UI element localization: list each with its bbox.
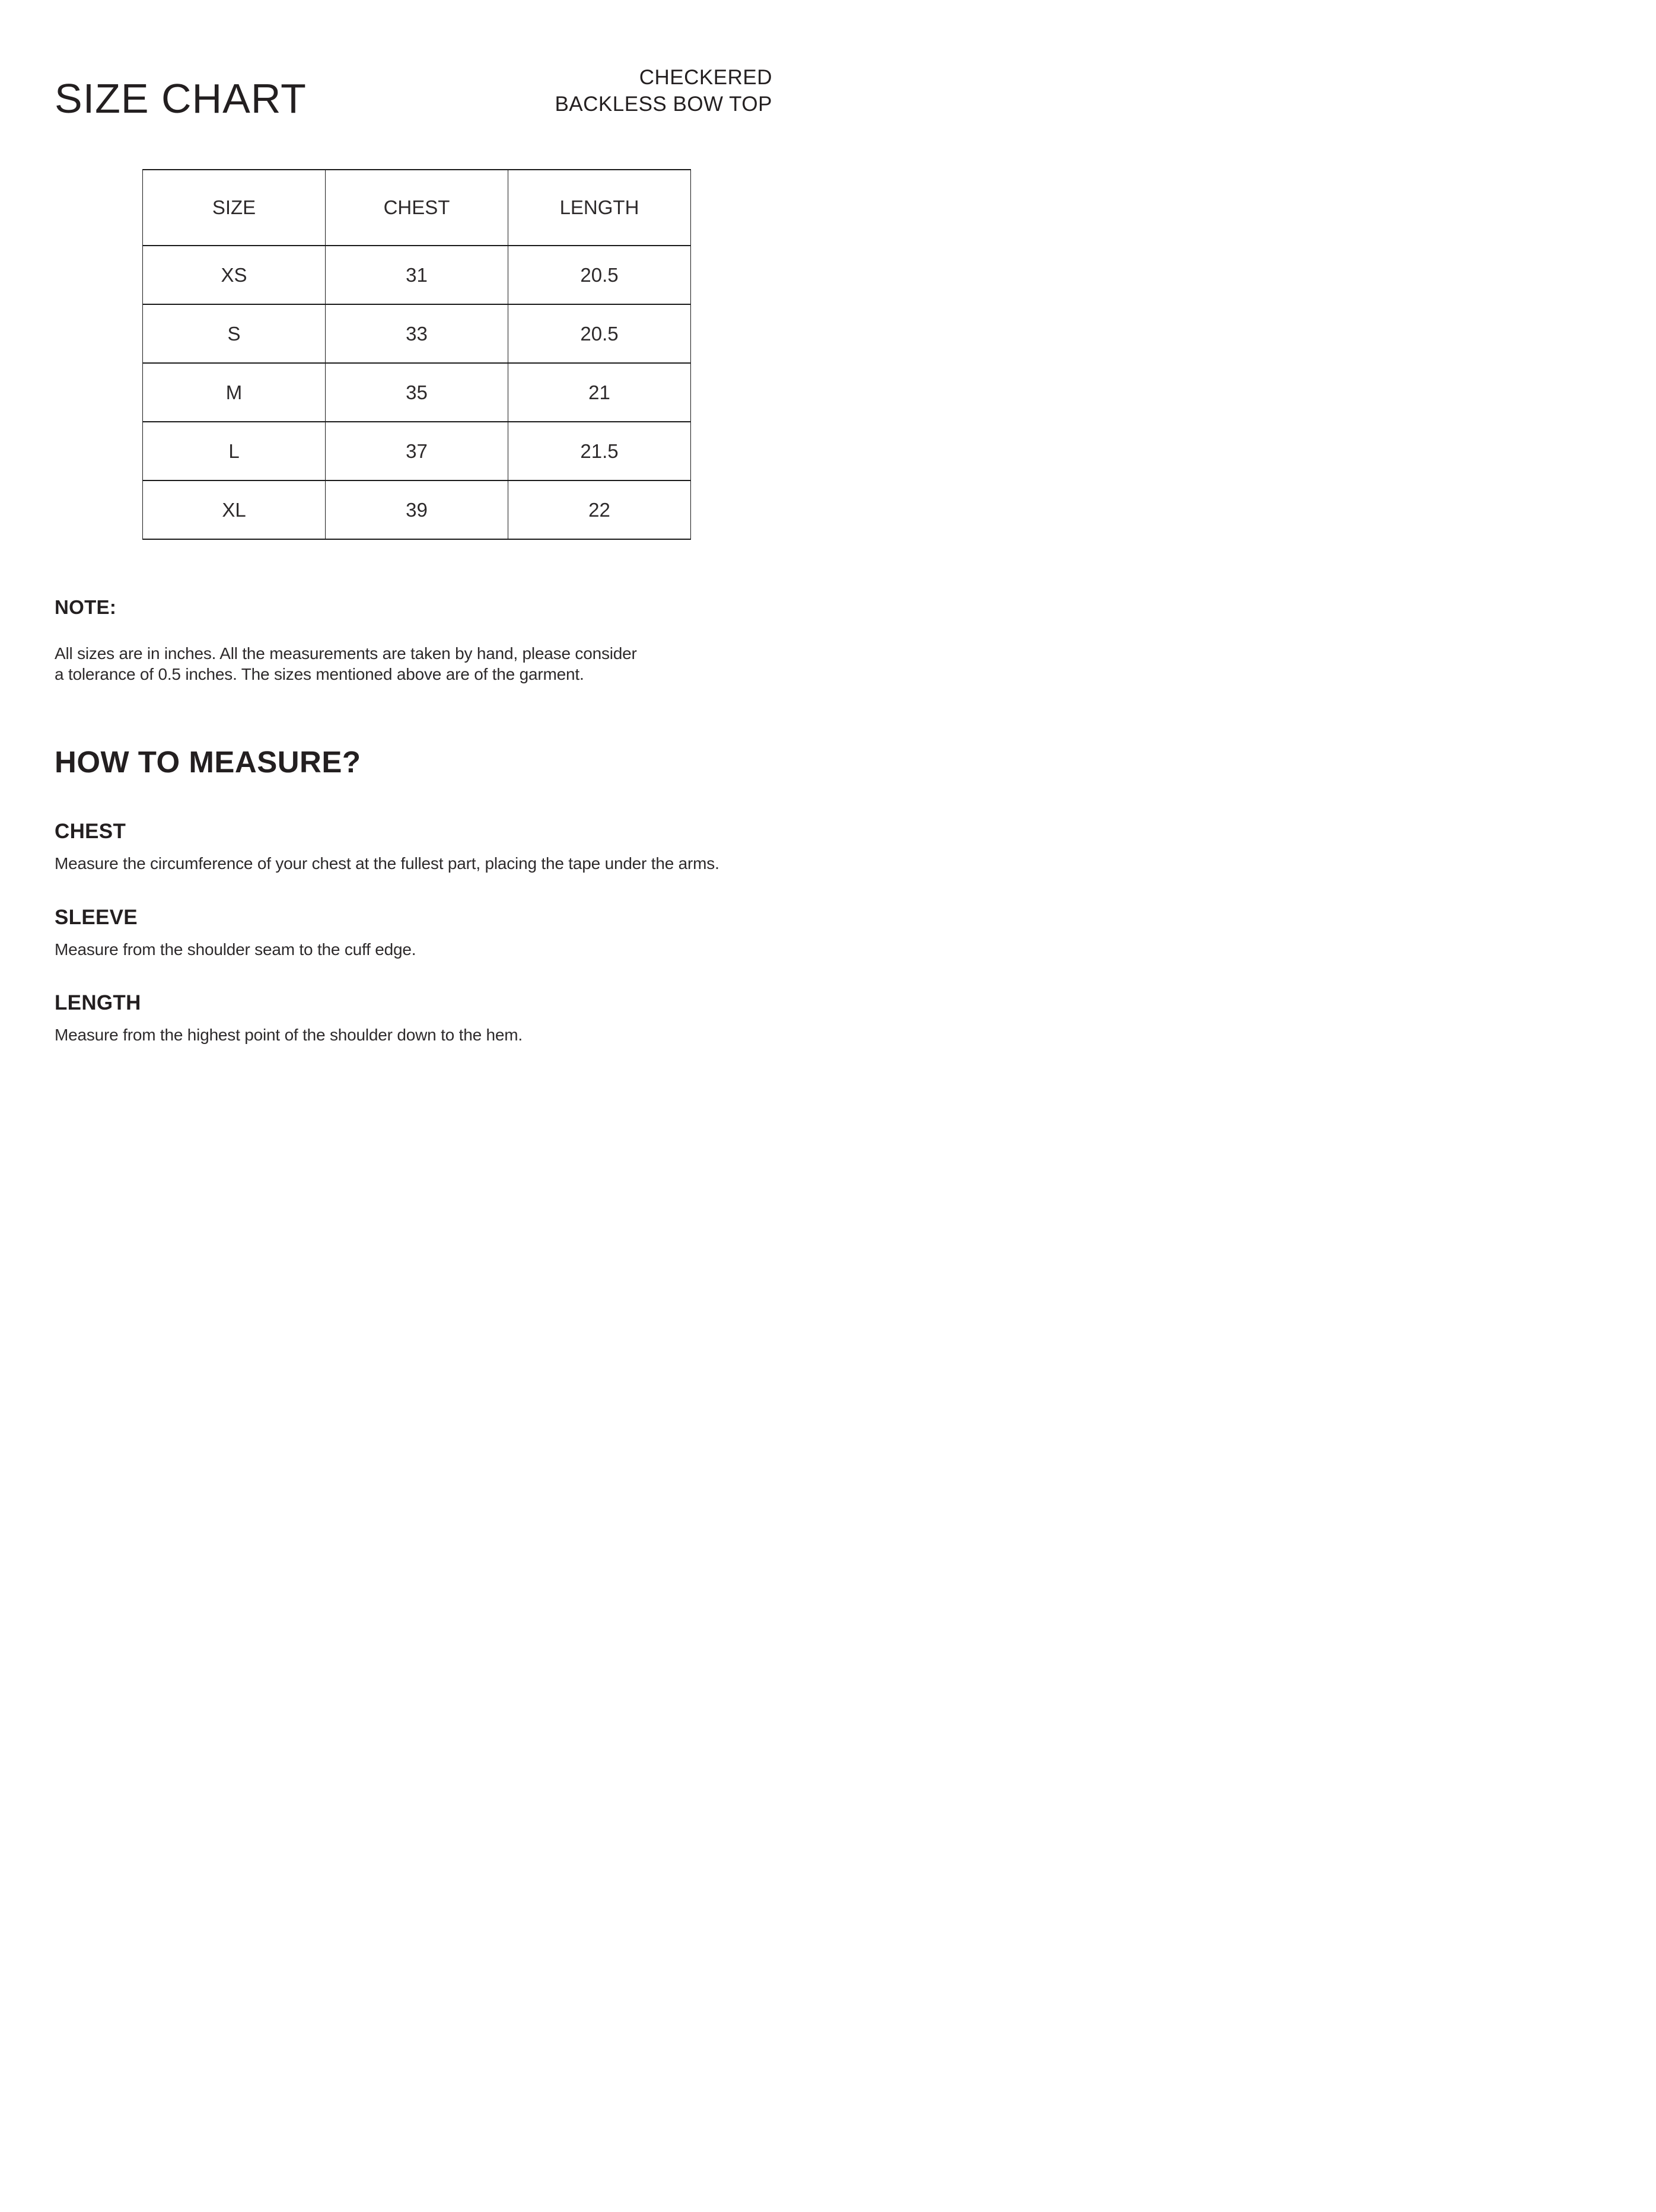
cell-chest: 39 [326, 480, 508, 539]
chest-label: CHEST [55, 820, 126, 843]
product-name-line1: CHECKERED [639, 66, 772, 89]
chest-description: Measure the circumference of your chest at the fullest part, placing the tape under the arms. [55, 854, 719, 873]
table-row-m [143, 363, 691, 422]
table-row-s [143, 304, 691, 363]
column-header-size: SIZE [143, 170, 326, 246]
size-table [142, 169, 691, 540]
cell-length: 22 [508, 480, 691, 539]
note-body [55, 643, 637, 685]
cell-size: M [143, 363, 326, 422]
cell-chest: 33 [326, 304, 508, 363]
cell-chest: 35 [326, 363, 508, 422]
product-name [555, 64, 772, 117]
note-heading: NOTE: [55, 596, 117, 618]
measure-section-sleeve [55, 906, 416, 960]
length-description: Measure from the highest point of the shoulder down to the hem. [55, 1026, 523, 1044]
cell-length: 21 [508, 363, 691, 422]
cell-size: XL [143, 480, 326, 539]
measure-section-length [55, 991, 523, 1045]
cell-chest: 31 [326, 246, 508, 304]
note-body-line2: a tolerance of 0.5 inches. The sizes mentioned above are of the garment. [55, 665, 584, 683]
size-chart-page [0, 0, 828, 1106]
page-title: SIZE CHART [55, 75, 307, 122]
size-table-header-row [143, 170, 691, 246]
length-label: LENGTH [55, 991, 141, 1014]
cell-chest: 37 [326, 422, 508, 480]
cell-size: L [143, 422, 326, 480]
table-row-xl [143, 480, 691, 539]
cell-size: S [143, 304, 326, 363]
column-header-length: LENGTH [508, 170, 691, 246]
sleeve-label: SLEEVE [55, 906, 138, 929]
sleeve-description: Measure from the shoulder seam to the cuff edge. [55, 940, 416, 959]
table-row-l [143, 422, 691, 480]
cell-length: 21.5 [508, 422, 691, 480]
cell-length: 20.5 [508, 304, 691, 363]
cell-length: 20.5 [508, 246, 691, 304]
how-to-measure-heading: HOW TO MEASURE? [55, 745, 361, 779]
note-body-line1: All sizes are in inches. All the measurements are taken by hand, please consider [55, 644, 637, 663]
product-name-line2: BACKLESS BOW TOP [555, 93, 772, 116]
column-header-chest: CHEST [326, 170, 508, 246]
cell-size: XS [143, 246, 326, 304]
table-row-xs [143, 246, 691, 304]
measure-section-chest [55, 820, 719, 874]
